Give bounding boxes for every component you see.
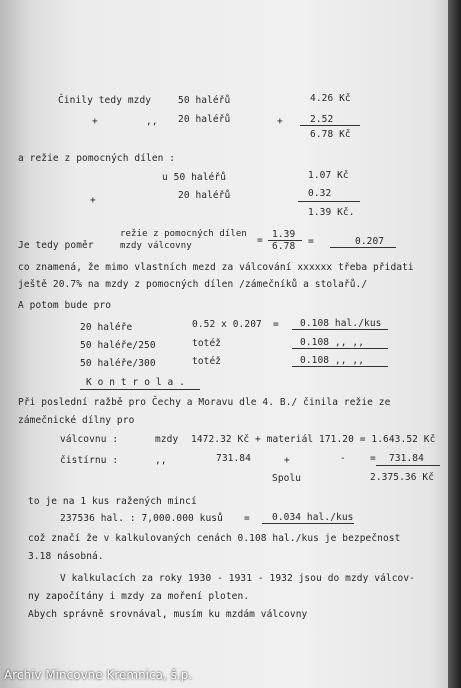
text-line: 0.207	[355, 236, 385, 247]
text-line: -	[340, 453, 346, 464]
text-line: =	[257, 235, 263, 246]
text-line: V kalkulacích za roky 1930 - 1931 - 1932 jsou do mzdy válcov-	[60, 573, 415, 584]
text-line: mzdy	[155, 434, 179, 445]
text-line: +	[92, 116, 98, 127]
text-line: 3.18 násobná.	[28, 551, 104, 562]
underline	[292, 348, 388, 349]
text-line: Při poslední ražbě pro Čechy a Moravu dle 4. B./ činila režie ze	[18, 397, 391, 408]
text-line: Činily tedy mzdy	[58, 95, 152, 106]
text-line: 0.52 x 0.207	[192, 319, 262, 330]
text-line: 2.52	[310, 114, 334, 125]
sum-underline	[376, 465, 440, 466]
result-underline	[330, 247, 396, 248]
text-line: 0.108 hal./kus	[300, 318, 382, 329]
text-line: 6.78 Kč	[310, 129, 351, 140]
text-line: 731.84	[389, 453, 424, 464]
text-line: Spolu	[272, 473, 302, 484]
text-line: 0.32	[308, 188, 332, 199]
text-line: mzdy válcovny	[120, 241, 192, 251]
text-line: +	[90, 195, 96, 206]
text-line: 20 haléře	[80, 322, 133, 333]
text-line: 50 haléře/300	[80, 358, 156, 369]
underline	[292, 329, 388, 330]
text-line: válcovnu :	[60, 434, 119, 445]
text-line: 50 haléřů	[178, 95, 231, 106]
sum-underline	[298, 201, 360, 202]
text-line: =	[370, 453, 376, 464]
text-line: ještě 20.7% na mzdy z pomocných dílen /zámečníků a stolařů./	[18, 279, 368, 290]
scan-edge	[448, 0, 461, 688]
text-line: totéž	[192, 356, 222, 367]
text-line: 1472.32 Kč + materiál 171.20 = 1.643.52 Kč	[191, 434, 436, 445]
result-underline	[262, 523, 354, 524]
text-line: Je tedy poměr	[18, 240, 94, 251]
text-line: 731.84	[216, 453, 251, 464]
text-line: zámečnické dílny pro	[18, 415, 135, 426]
text-line: +	[284, 455, 290, 466]
text-line: 237536 hal. : 7,000.000 kusů	[60, 513, 223, 524]
text-line: =	[244, 513, 250, 524]
text-line: 1.39 Kč.	[308, 207, 355, 218]
text-line: ny započítány i mzdy za moření ploten.	[28, 591, 250, 602]
text-line: A potom bude pro	[18, 300, 112, 311]
text-line: ,,	[146, 116, 158, 127]
text-line: 4.26 Kč	[310, 93, 351, 104]
text-line: 1.07 Kč	[308, 170, 349, 181]
sum-underline	[300, 125, 360, 126]
text-line: K o n t r o l a .	[86, 377, 185, 388]
text-line: to je na 1 kus ražených mincí	[28, 496, 197, 507]
text-line: 20 haléřů	[178, 114, 231, 125]
underline	[292, 366, 388, 367]
underline	[80, 389, 200, 390]
text-line: co znamená, že mimo vlastních mezd za válcování xxxxxx třeba přidati	[18, 262, 414, 273]
text-line: 1.39	[272, 229, 296, 240]
text-line: =	[273, 319, 279, 330]
text-line: 6.78	[272, 241, 296, 252]
text-line: ,,	[155, 455, 167, 466]
text-line: u 50 haléřů	[162, 172, 227, 183]
text-line: totéž	[192, 338, 222, 349]
text-line: 0.108 ,, ,,	[300, 337, 365, 348]
text-line: =	[308, 236, 314, 247]
text-line: Abych správně srovnával, musím ku mzdám válcovny	[28, 609, 308, 620]
text-line: 50 haléře/250	[80, 340, 156, 351]
text-line: a režie z pomocných dílen :	[18, 153, 176, 164]
text-line: +	[277, 116, 283, 127]
text-line: 2.375.36 Kč	[370, 472, 435, 483]
text-line: 0.034 hal./kus	[272, 512, 354, 523]
text-line: čistírnu :	[60, 455, 119, 466]
archive-watermark: Archiv Mincovne Kremnica, š.p.	[4, 668, 193, 682]
text-line: což značí že v kalkulovaných cenách 0.108 hal./kus je bezpečnost	[28, 533, 401, 544]
text-line: 20 haléřů	[178, 190, 231, 201]
text-line: režie z pomocných dílen	[120, 229, 247, 239]
text-line: 0.108 ,, ,,	[300, 355, 365, 366]
